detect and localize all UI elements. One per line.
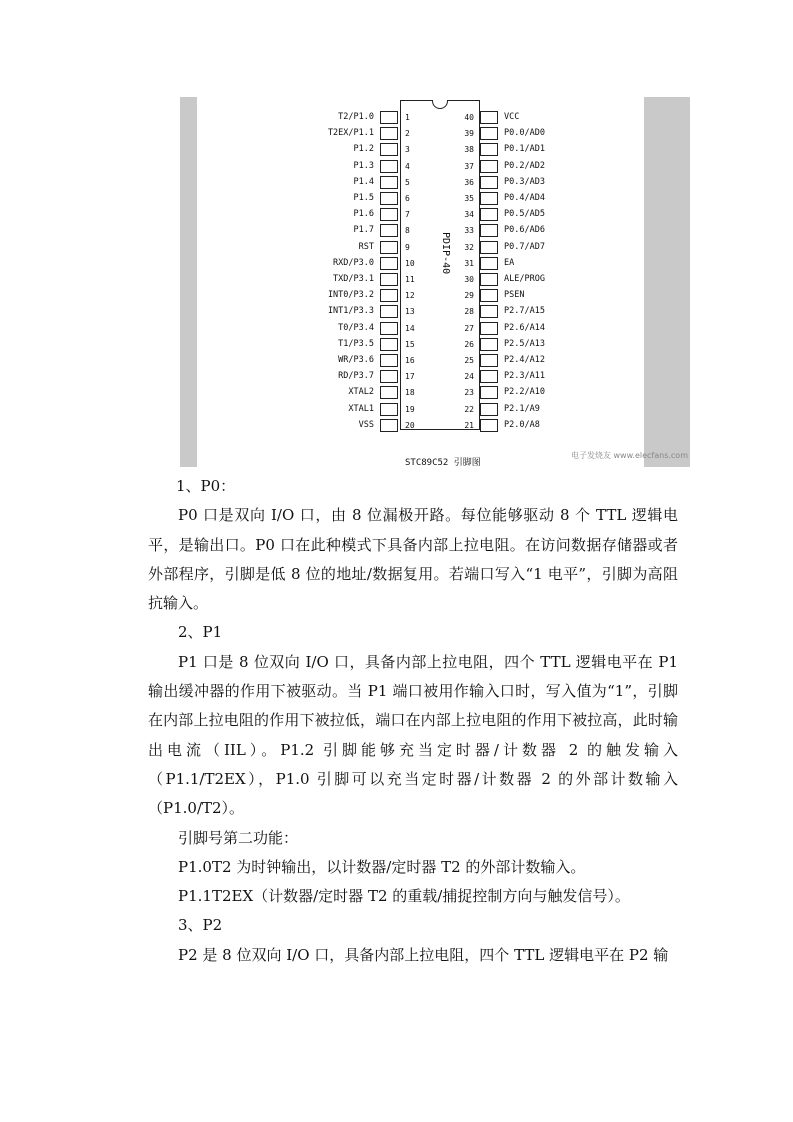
pin-name: P1.4 bbox=[353, 176, 374, 187]
pin-number: 2 bbox=[405, 129, 410, 139]
pin-pad bbox=[380, 403, 398, 416]
pin-row-right bbox=[464, 305, 568, 318]
pin-name: XTAL2 bbox=[348, 387, 374, 398]
paragraph-p2: P2 是 8 位双向 I/O 口，具备内部上拉电阻，四个 TTL 逻辑电平在 P2 输 bbox=[178, 945, 669, 964]
section-heading-p2: 3、P2 bbox=[178, 916, 223, 935]
pin-number: 10 bbox=[405, 258, 415, 268]
pin-pad bbox=[380, 160, 398, 173]
pin-pad bbox=[380, 176, 398, 189]
section-heading-p0: 1、P0： bbox=[176, 477, 236, 495]
pin-name: ALE/PROG bbox=[504, 274, 545, 284]
pin-row-right bbox=[464, 241, 568, 254]
pin-number: 20 bbox=[405, 420, 415, 430]
pin-number: 15 bbox=[405, 339, 415, 349]
pin-number: 11 bbox=[405, 275, 415, 284]
pin-row-left bbox=[310, 241, 410, 254]
pin-pad bbox=[380, 208, 398, 221]
pin-number: 9 bbox=[405, 242, 410, 252]
pin-pad bbox=[480, 273, 498, 286]
pin-row-right bbox=[464, 273, 568, 286]
pin-name: P1.2 bbox=[353, 144, 374, 155]
pin-row-right bbox=[464, 176, 568, 189]
pin-pad bbox=[480, 224, 498, 237]
pin-name: P0.5/AD5 bbox=[504, 209, 545, 220]
pin-row-left bbox=[310, 386, 415, 399]
pin-row-right bbox=[464, 386, 568, 399]
pin-name: RD/P3.7 bbox=[338, 371, 374, 382]
paragraph-p1: P1 口是 8 位双向 I/O 口，具备内部上拉电阻，四个 TTL 逻辑电平在 P1 输出缓冲器的作用下被驱动。当 P1 端口被用作输入口时，写入值为“1”，引脚在内部上拉电阻的作用下被拉低，端口在内部上拉电阻的作用下被拉高，此时输出电流（IIL）。P1.2 引脚能够充当定时器/计数器 2 的触发输入（P1.1/T2EX），P1.0 引脚可以充当定时器/计数器 2 的外部计数输入（P1.0/T2）。 bbox=[148, 652, 678, 818]
pin-name: P1.3 bbox=[353, 160, 374, 171]
pin-pad bbox=[380, 386, 398, 399]
pin-number: 26 bbox=[464, 339, 474, 349]
pin-name: TXD/P3.1 bbox=[333, 274, 374, 284]
pin-name: P1.7 bbox=[353, 225, 374, 236]
pin-pad bbox=[480, 111, 498, 124]
pin-row-right bbox=[464, 289, 568, 302]
pin-pad bbox=[480, 143, 498, 156]
pin-name: INT1/P3.3 bbox=[327, 306, 374, 317]
pin-pad bbox=[480, 127, 498, 140]
pin-name: T2EX/P1.1 bbox=[327, 128, 374, 139]
pin-pad bbox=[380, 257, 398, 270]
pin-pad bbox=[380, 322, 398, 335]
pin-number: 27 bbox=[464, 323, 474, 333]
pin-number: 19 bbox=[405, 404, 415, 414]
section-heading-p1: 2、P1 bbox=[178, 623, 223, 642]
pin-row-right bbox=[464, 370, 568, 383]
pin-number: 17 bbox=[405, 372, 415, 382]
pin-number: 36 bbox=[464, 177, 474, 187]
pin-row-left bbox=[310, 403, 415, 416]
pin-pad bbox=[380, 192, 398, 205]
paragraph-p0: P0 口是双向 I/O 口，由 8 位漏极开路。每位能够驱动 8 个 TTL 逻辑电平，是输出口。P0 口在此种模式下具备内部上拉电阻。在访问数据存储器或者外部程序，引脚是低 8 位的地址/数据复用。若端口写入“1 电平”，引脚为高阻抗输入。 bbox=[148, 506, 678, 613]
pin-row-right bbox=[464, 354, 568, 367]
pin-name: RXD/P3.0 bbox=[333, 257, 374, 268]
pin-name: P1.6 bbox=[353, 209, 374, 220]
pin-pad bbox=[480, 338, 498, 351]
pin-row-left bbox=[310, 273, 415, 286]
pin-number: 13 bbox=[405, 307, 415, 317]
pin-row-right bbox=[464, 338, 568, 351]
paragraph-p11-t2ex: P1.1T2EX（计数器/定时器 T2 的重载/捕捉控制方向与触发信号）。 bbox=[178, 887, 630, 906]
document-body bbox=[148, 472, 678, 970]
pin-number: 1 bbox=[405, 113, 410, 122]
pin-number: 8 bbox=[405, 226, 410, 236]
pin-row-left bbox=[310, 176, 410, 189]
pin-name: XTAL1 bbox=[348, 403, 374, 414]
pin-name: P0.2/AD2 bbox=[504, 160, 545, 171]
pin-number: 34 bbox=[464, 210, 474, 220]
pin-pad bbox=[480, 176, 498, 189]
pin-number: 21 bbox=[464, 420, 474, 430]
pin-number: 39 bbox=[464, 129, 474, 139]
pin-name: INT0/P3.2 bbox=[327, 290, 374, 301]
pin-pad bbox=[480, 192, 498, 205]
pin-row-right bbox=[464, 143, 568, 156]
figure-right-border bbox=[644, 97, 690, 467]
pin-name: RST bbox=[358, 241, 374, 252]
pin-row-right bbox=[464, 322, 568, 335]
pin-pad bbox=[480, 322, 498, 335]
pin-row-right bbox=[464, 160, 568, 173]
pin-pad bbox=[380, 370, 398, 383]
pin-number: 33 bbox=[464, 226, 474, 236]
pin-pad bbox=[480, 160, 498, 173]
pin-name: P0.6/AD6 bbox=[504, 225, 545, 236]
pin-pad bbox=[380, 143, 398, 156]
figure-caption: STC89C52 引脚图 bbox=[405, 458, 481, 468]
pin-name: P2.6/A14 bbox=[504, 322, 545, 333]
pin-number: 5 bbox=[405, 177, 410, 187]
pin-pad bbox=[380, 127, 398, 140]
pin-pad bbox=[480, 370, 498, 383]
pin-pad bbox=[380, 354, 398, 367]
pin-name: P1.5 bbox=[353, 193, 374, 203]
pin-pad bbox=[480, 241, 498, 254]
pin-name: P0.7/AD7 bbox=[504, 241, 545, 252]
pin-row-left bbox=[310, 257, 415, 270]
pin-number: 7 bbox=[405, 210, 410, 220]
pin-row-left bbox=[310, 224, 410, 237]
pin-row-left bbox=[310, 322, 415, 335]
pin-name: P0.3/AD3 bbox=[504, 176, 545, 187]
pin-number: 18 bbox=[405, 388, 415, 398]
pin-pad bbox=[380, 111, 398, 124]
pin-number: 23 bbox=[464, 388, 474, 398]
pin-row-left bbox=[310, 419, 415, 432]
chip-notch bbox=[432, 100, 448, 109]
pin-number: 29 bbox=[464, 291, 474, 301]
pin-pad bbox=[380, 241, 398, 254]
figure-left-border bbox=[180, 97, 197, 467]
pin-row-right bbox=[464, 192, 568, 205]
pin-pad bbox=[380, 419, 398, 432]
pin-name: T0/P3.4 bbox=[338, 322, 374, 333]
pin-pad bbox=[380, 224, 398, 237]
pin-row-left bbox=[310, 305, 415, 318]
pin-number: 30 bbox=[464, 275, 474, 284]
pin-pad bbox=[380, 338, 398, 351]
pin-number: 32 bbox=[464, 242, 474, 252]
pin-row-right bbox=[464, 224, 568, 237]
pin-number: 35 bbox=[464, 194, 474, 203]
pin-row-left bbox=[310, 289, 415, 302]
pin-pad bbox=[480, 289, 498, 302]
pin-number: 31 bbox=[464, 258, 474, 268]
pin-name: P2.5/A13 bbox=[504, 338, 545, 349]
pin-name: WR/P3.6 bbox=[338, 355, 374, 365]
pin-name: P2.7/A15 bbox=[504, 306, 545, 317]
pin-pad bbox=[480, 354, 498, 367]
pin-pad bbox=[480, 208, 498, 221]
pin-row-left bbox=[310, 160, 410, 173]
pin-row-left bbox=[310, 127, 410, 140]
paragraph-second-function: 引脚号第二功能： bbox=[178, 828, 299, 847]
pin-row-left bbox=[310, 208, 410, 221]
pin-row-right bbox=[464, 403, 568, 416]
pin-number: 25 bbox=[464, 356, 474, 365]
watermark-logo: 电子发烧友 www.elecfans.com bbox=[570, 451, 688, 460]
pin-row-left bbox=[310, 338, 415, 351]
pin-name: EA bbox=[504, 257, 515, 268]
pin-name: PSEN bbox=[504, 290, 525, 301]
pin-pad bbox=[380, 273, 398, 286]
pin-number: 24 bbox=[464, 372, 474, 382]
pin-name: P2.2/A10 bbox=[504, 387, 545, 398]
pin-row-left bbox=[310, 192, 410, 205]
pin-number: 4 bbox=[405, 161, 410, 171]
pin-name: VSS bbox=[358, 419, 374, 430]
pinout-figure bbox=[180, 97, 690, 469]
pin-name: P0.0/AD0 bbox=[504, 128, 545, 139]
pin-row-right bbox=[464, 257, 568, 270]
pin-row-right bbox=[464, 127, 568, 140]
pin-number: 40 bbox=[464, 113, 474, 122]
pin-name: VCC bbox=[504, 112, 520, 122]
pin-name: P2.3/A11 bbox=[504, 371, 545, 382]
pin-pad bbox=[480, 419, 498, 432]
pin-row-left bbox=[310, 143, 410, 156]
pin-number: 14 bbox=[405, 323, 415, 333]
pin-row-right bbox=[464, 111, 568, 124]
pin-row-left bbox=[310, 370, 415, 383]
pin-name: P2.0/A8 bbox=[504, 419, 540, 430]
pin-number: 3 bbox=[405, 145, 410, 155]
pin-pad bbox=[380, 305, 398, 318]
pin-number: 16 bbox=[405, 356, 415, 365]
pin-number: 37 bbox=[464, 161, 474, 171]
pin-row-right bbox=[464, 208, 568, 221]
pin-pad bbox=[380, 289, 398, 302]
pin-name: P2.1/A9 bbox=[504, 403, 540, 414]
pin-row-right bbox=[464, 419, 568, 432]
pin-name: P2.4/A12 bbox=[504, 355, 545, 365]
pin-name: P0.4/AD4 bbox=[504, 193, 545, 203]
pin-name: T2/P1.0 bbox=[338, 112, 374, 122]
pin-row-left bbox=[310, 354, 415, 367]
pin-row-left bbox=[310, 111, 410, 124]
pin-number: 22 bbox=[464, 404, 474, 414]
pin-pad bbox=[480, 386, 498, 399]
pin-number: 12 bbox=[405, 291, 415, 301]
chip-label: PDIP-40 bbox=[440, 231, 451, 275]
pin-name: P0.1/AD1 bbox=[504, 144, 545, 155]
pin-name: T1/P3.5 bbox=[338, 338, 374, 349]
pin-pad bbox=[480, 403, 498, 416]
pin-number: 6 bbox=[405, 194, 410, 203]
pin-pad bbox=[480, 305, 498, 318]
paragraph-p10-t2: P1.0T2 为时钟输出，以计数器/定时器 T2 的外部计数输入。 bbox=[178, 857, 586, 876]
pin-number: 28 bbox=[464, 307, 474, 317]
pin-pad bbox=[480, 257, 498, 270]
pin-number: 38 bbox=[464, 145, 474, 155]
